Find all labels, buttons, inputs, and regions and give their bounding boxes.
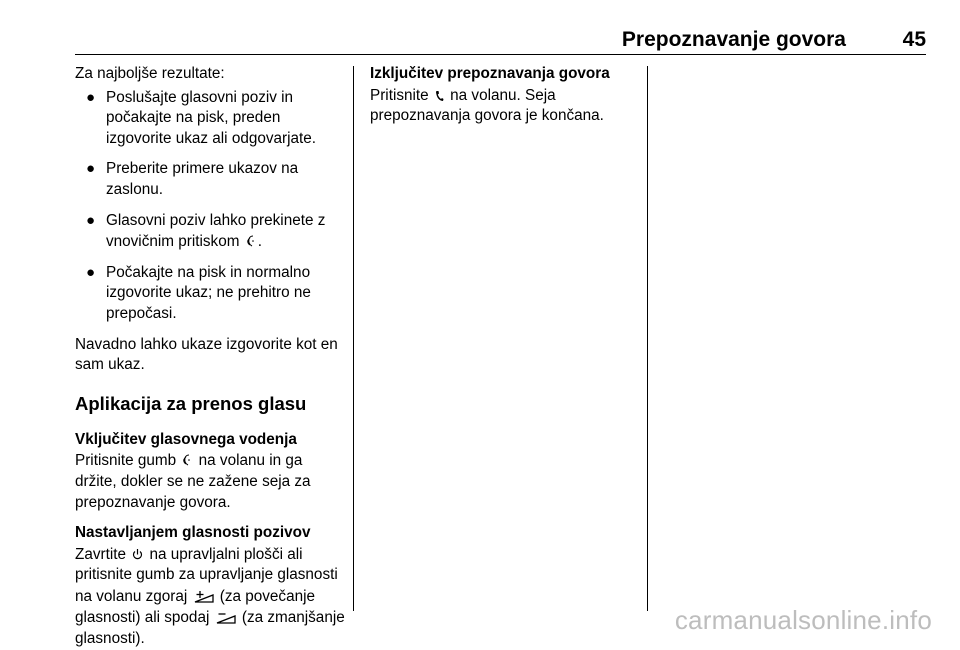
column-divider-1 [353, 66, 354, 611]
subheading-voice-activation: Vključitev glasovnega vodenja [75, 430, 297, 448]
phone-hangup-icon [433, 85, 446, 106]
left-column [75, 64, 345, 650]
subheading-deactivation: Izključitev prepoznavanja govora [370, 65, 610, 82]
bullet-icon: ● [86, 160, 96, 178]
intro-text: Za najboljše rezultate: [75, 65, 225, 82]
bullet-icon: ● [86, 88, 96, 106]
subheading-volume: Nastavljanjem glasnosti pozivov [75, 524, 311, 542]
watermark: carmanualsonline.info [674, 605, 932, 635]
bullet-icon: ● [86, 211, 96, 229]
deactivation-text: Pritisnite na volanu. Seja prepoznavanja govora je končana. [370, 86, 604, 125]
column-divider-2 [647, 66, 648, 611]
section-heading: Aplikacija za prenos glasu [75, 392, 307, 414]
voice-activation-text: Pritisnite gumb na volanu in ga držite, dokler se ne zažene seja za prepoznavanje govora. [75, 452, 311, 511]
note-text: Navadno lahko ukaze izgovorite kot en sam ukaz. [75, 335, 338, 374]
page-header [75, 28, 926, 55]
list-item: ● Počakajte na pisk in normalno izgovorite ukaz; ne prehitro ne prepočasi. [86, 263, 311, 322]
page-title: Prepoznavanje govora [621, 28, 846, 51]
volume-down-icon [214, 607, 238, 628]
voice-command-icon [244, 231, 258, 252]
right-column [370, 64, 640, 127]
list-item: ● Glasovni poziv lahko prekinete z vnovičnim pritiskom . [86, 211, 326, 251]
page-number: 45 [902, 28, 926, 51]
list-item: ● Preberite primere ukazov na zaslonu. [86, 160, 299, 198]
volume-up-icon [192, 586, 216, 607]
bullet-icon: ● [86, 263, 96, 281]
power-knob-icon [130, 544, 145, 565]
list-item: ● Poslušajte glasovni poziv in počakajte na pisk, preden izgovorite ukaz ali odgovarjate. [86, 88, 317, 147]
tips-list [75, 88, 345, 325]
volume-text: Zavrtite na upravljalni plošči ali pritisnite gumb za upravljanje glasnosti na volanu zgoraj (za povečanje glasnosti) ali spodaj (za zmanjšanje glasnosti). [75, 545, 345, 648]
voice-command-icon [180, 450, 194, 471]
